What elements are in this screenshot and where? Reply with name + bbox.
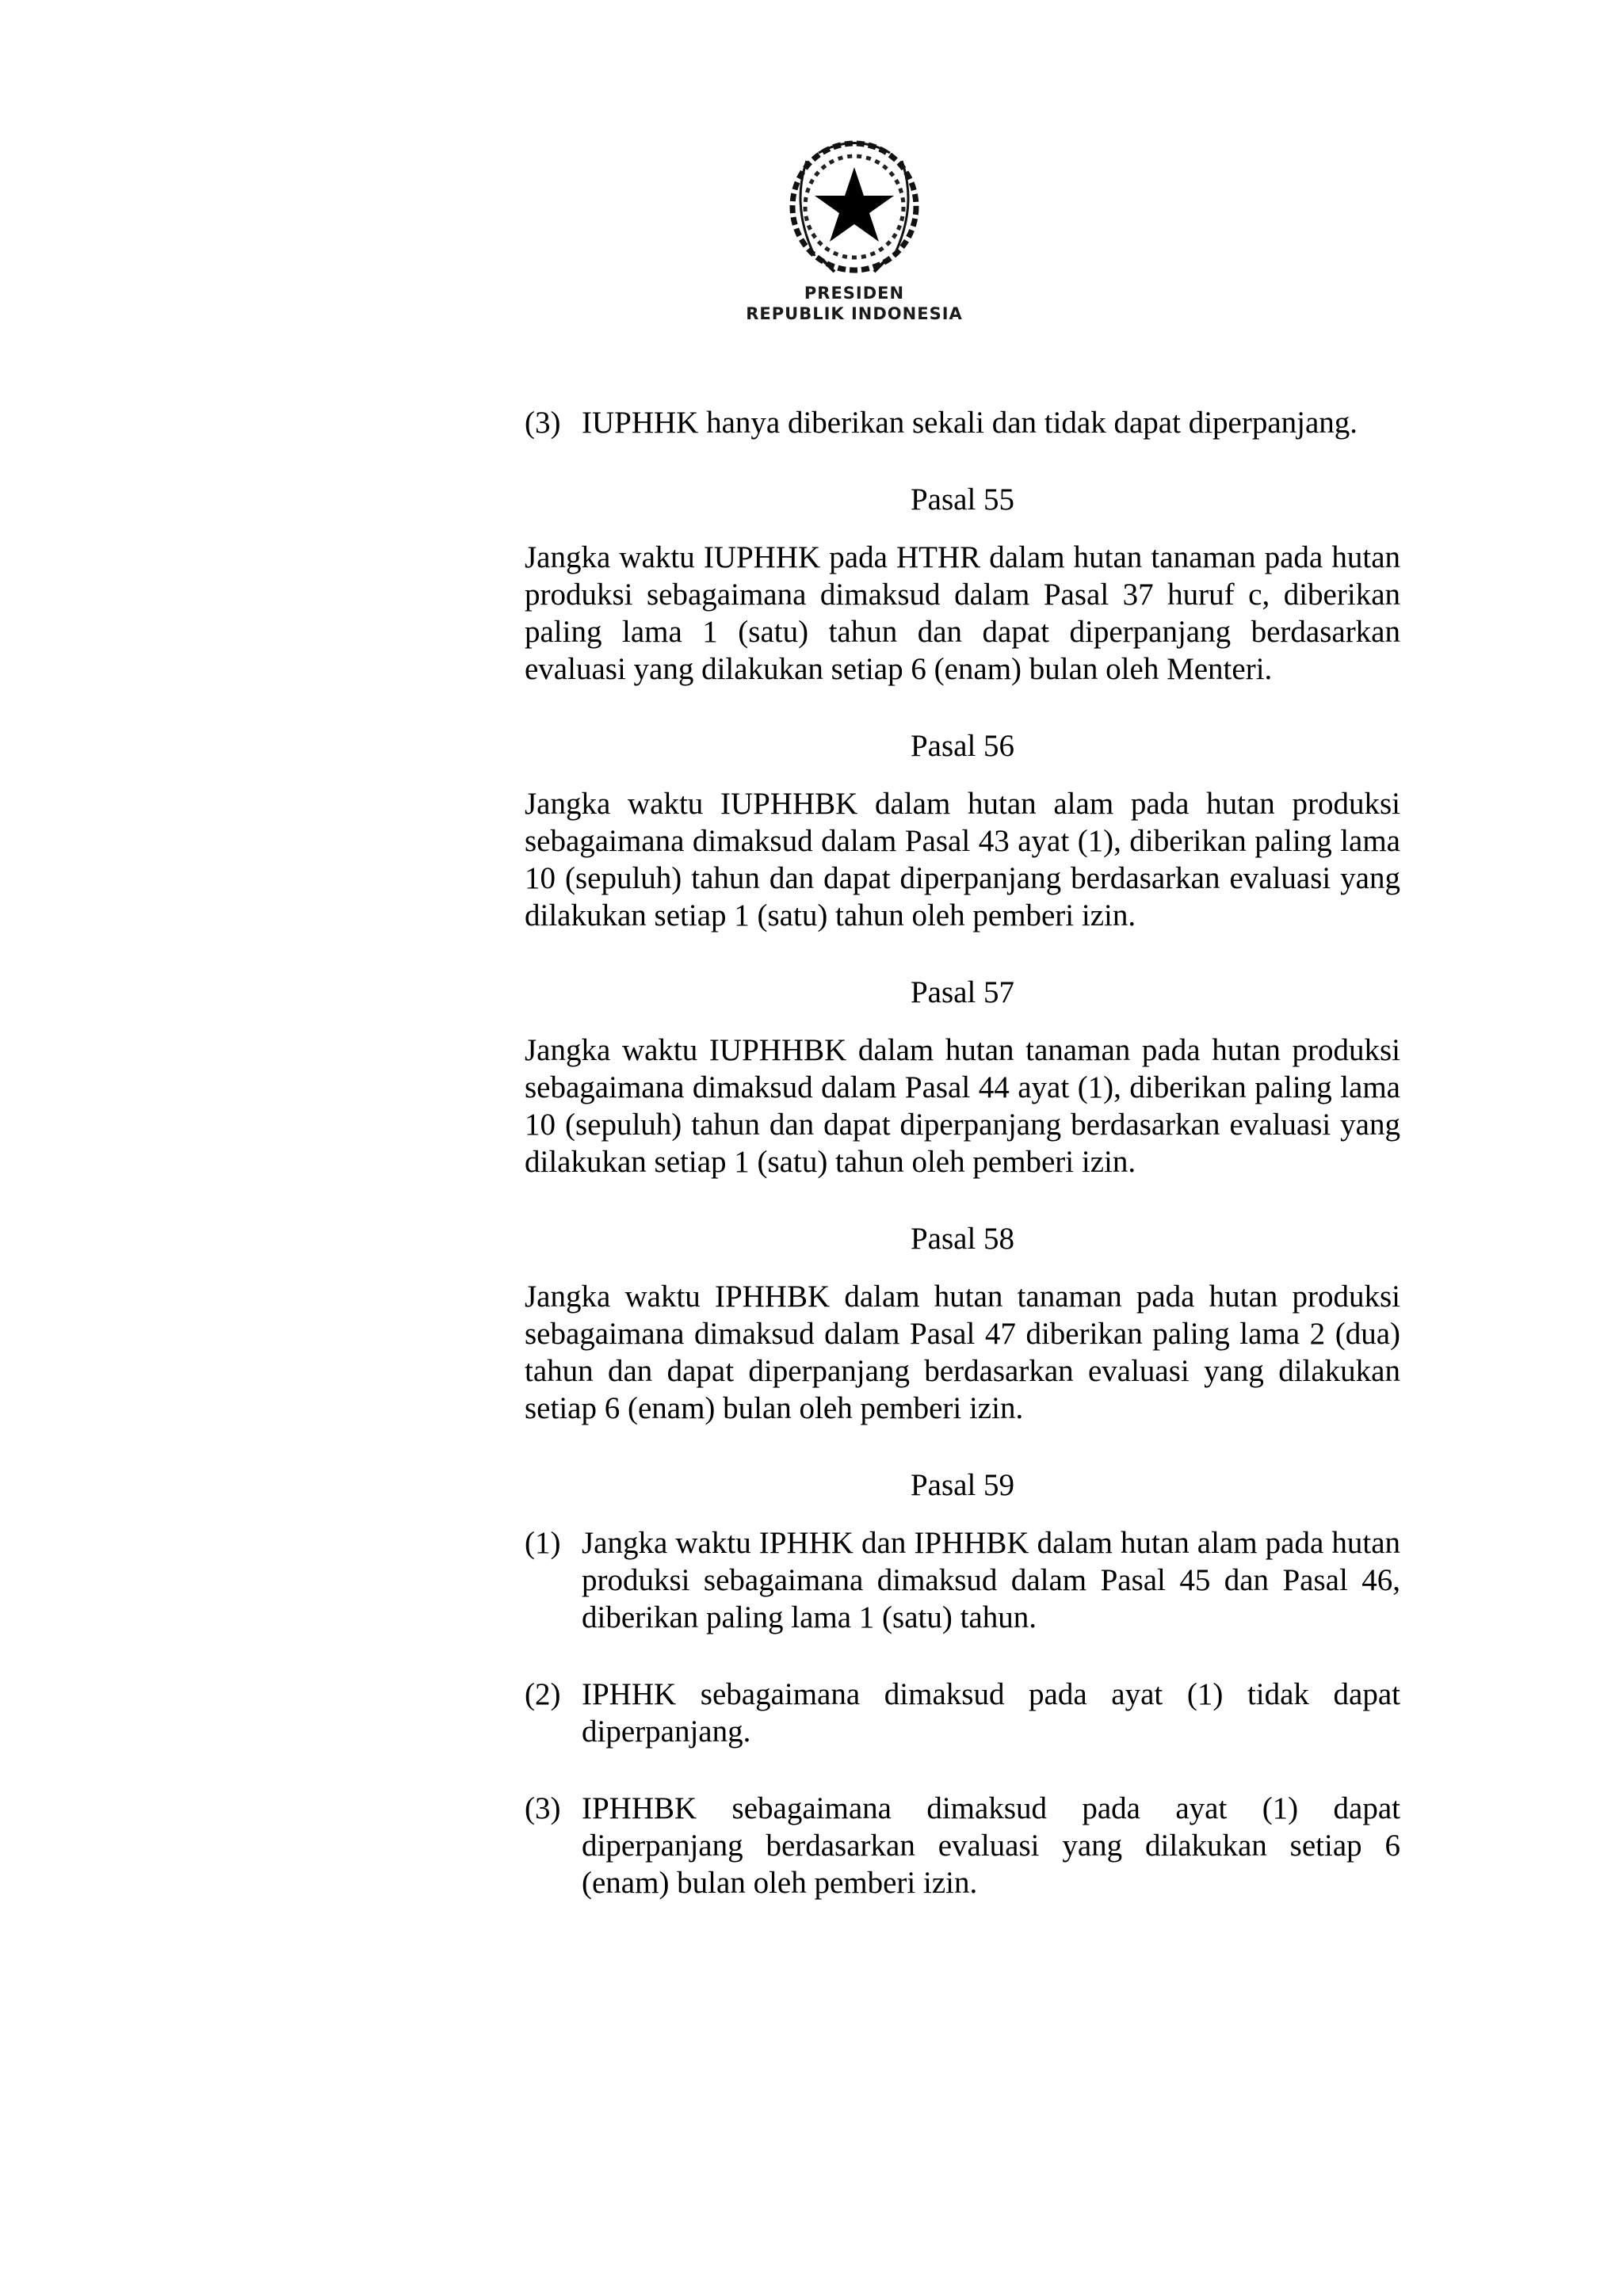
pasal-55-heading: Pasal 55 <box>910 482 1015 517</box>
item-text: IUPHHK hanya diberikan sekali dan tidak dapat diperpanjang. <box>582 406 1358 440</box>
header-president: PRESIDEN <box>804 284 905 303</box>
item-text: IPHHK sebagaimana dimaksud pada ayat (1) tidak dapat diperpanjang. <box>582 1677 1400 1749</box>
pasal-56-heading: Pasal 56 <box>910 729 1015 763</box>
pasal-57-text: Jangka waktu IUPHHBK dalam hutan tanaman pada hutan produksi sebagaimana dimaksud dalam Pasal 44 ayat (1), diberikan paling lama 10 (sepuluh) tahun dan dapat diperpanjang berdasarkan evaluasi yang dilakukan setiap 1 (satu) tahun oleh pemberi izin. <box>525 1033 1400 1179</box>
item-number: (2) <box>525 1677 561 1711</box>
list-item <box>525 404 1400 441</box>
item-number: (3) <box>525 406 561 440</box>
garuda-star-wreath-emblem-icon <box>775 129 934 284</box>
pasal-55-text: Jangka waktu IUPHHK pada HTHR dalam hutan tanaman pada hutan produksi sebagaimana dimaksud dalam Pasal 37 huruf c, diberikan paling lama 1 (satu) tahun dan dapat diperpanjang berdasarkan evaluasi yang dilakukan setiap 6 (enam) bulan oleh Menteri. <box>525 540 1400 686</box>
pasal-56-text: Jangka waktu IUPHHBK dalam hutan alam pada hutan produksi sebagaimana dimaksud dalam Pasal 43 ayat (1), diberikan paling lama 10 (sepuluh) tahun dan dapat diperpanjang berdasarkan evaluasi yang dilakukan setiap 1 (satu) tahun oleh pemberi izin. <box>525 787 1400 933</box>
item-text: Jangka waktu IPHHK dan IPHHBK dalam hutan alam pada hutan produksi sebagaimana dimaksud dalam Pasal 45 dan Pasal 46, diberikan paling lama 1 (satu) tahun. <box>582 1526 1400 1634</box>
header-republic: REPUBLIK INDONESIA <box>746 304 963 323</box>
list-item <box>525 1790 1400 1901</box>
list-item <box>525 1676 1400 1750</box>
document-body <box>525 404 1400 1901</box>
item-text: IPHHBK sebagaimana dimaksud pada ayat (1) dapat diperpanjang berdasarkan evaluasi yang dilakukan setiap 6 (enam) bulan oleh pemberi izin. <box>582 1791 1400 1900</box>
pasal-59-heading: Pasal 59 <box>910 1468 1015 1502</box>
pasal-57-heading: Pasal 57 <box>910 975 1015 1009</box>
pasal-58-text: Jangka waktu IPHHBK dalam hutan tanaman pada hutan produksi sebagaimana dimaksud dalam Pasal 47 diberikan paling lama 2 (dua) tahun dan dapat diperpanjang berdasarkan evaluasi yang dilakukan setiap 6 (enam) bulan oleh pemberi izin. <box>525 1280 1400 1425</box>
pasal-58-heading: Pasal 58 <box>910 1222 1015 1256</box>
item-number: (1) <box>525 1526 561 1560</box>
item-number: (3) <box>525 1791 561 1825</box>
list-item <box>525 1524 1400 1636</box>
